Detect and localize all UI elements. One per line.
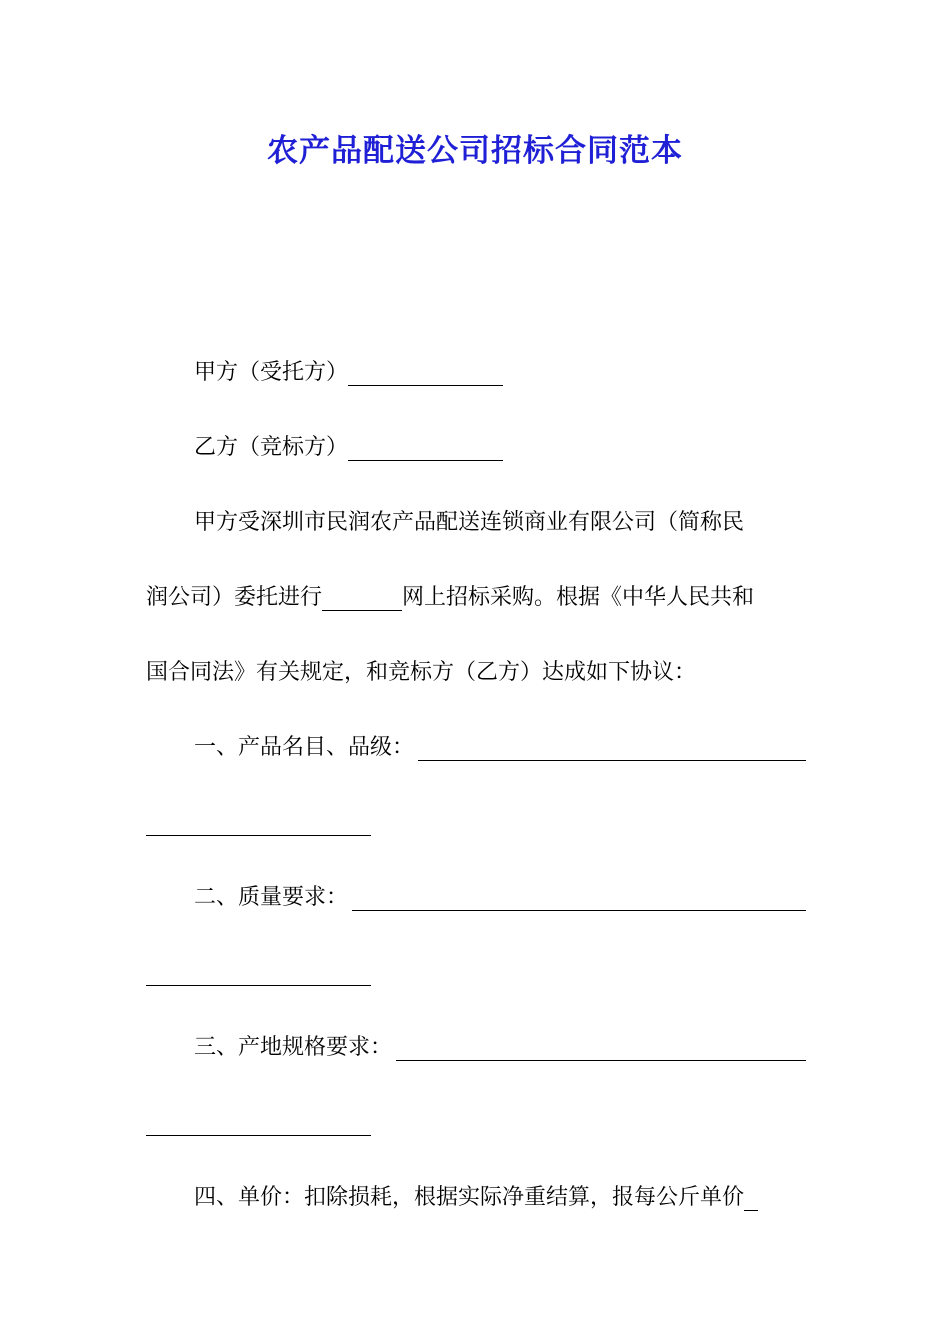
clause-1-blank [418,734,806,761]
clause-1-blank-2 [146,809,371,836]
clause-3-line [146,1010,806,1085]
clause-3-blank [396,1034,806,1061]
clause-1-label: 一、产品名目、品级： [194,734,415,760]
party-a-label: 甲方（受托方） [194,359,349,385]
intro-line-1 [146,485,806,560]
clause-2-continuation [146,935,806,1010]
clause-2-line [146,860,806,935]
document-body [146,335,806,1235]
clause-1-line [146,710,806,785]
clause-4-label: 四、单价：扣除损耗，根据实际净重结算，报每公斤单价 [194,1184,745,1210]
party-a-blank [348,359,503,386]
party-b-line [146,410,806,485]
intro-line-3 [146,635,806,710]
clause-2-label: 二、质量要求： [194,884,349,910]
intro-line-2 [146,560,806,635]
party-b-label: 乙方（竞标方） [194,434,349,460]
intro-text-2b: 网上招标采购。根据《中华人民共和 [402,584,755,610]
intro-text-3: 国合同法》有关规定，和竞标方（乙方）达成如下协议： [146,659,697,685]
clause-1-continuation [146,785,806,860]
clause-2-blank [352,884,806,911]
clause-3-continuation [146,1085,806,1160]
project-blank [322,584,402,611]
intro-text-2a: 润公司）委托进行 [146,584,323,610]
clause-3-label: 三、产地规格要求： [194,1034,393,1060]
clause-4-line [146,1160,806,1235]
party-a-line [146,335,806,410]
party-b-blank [348,434,503,461]
clause-2-blank-2 [146,959,371,986]
intro-text-1: 甲方受深圳市民润农产品配送连锁商业有限公司（简称民 [194,509,745,535]
document-title: 农产品配送公司招标合同范本 [267,133,683,169]
clause-4-blank [744,1184,758,1211]
clause-3-blank-2 [146,1109,371,1136]
